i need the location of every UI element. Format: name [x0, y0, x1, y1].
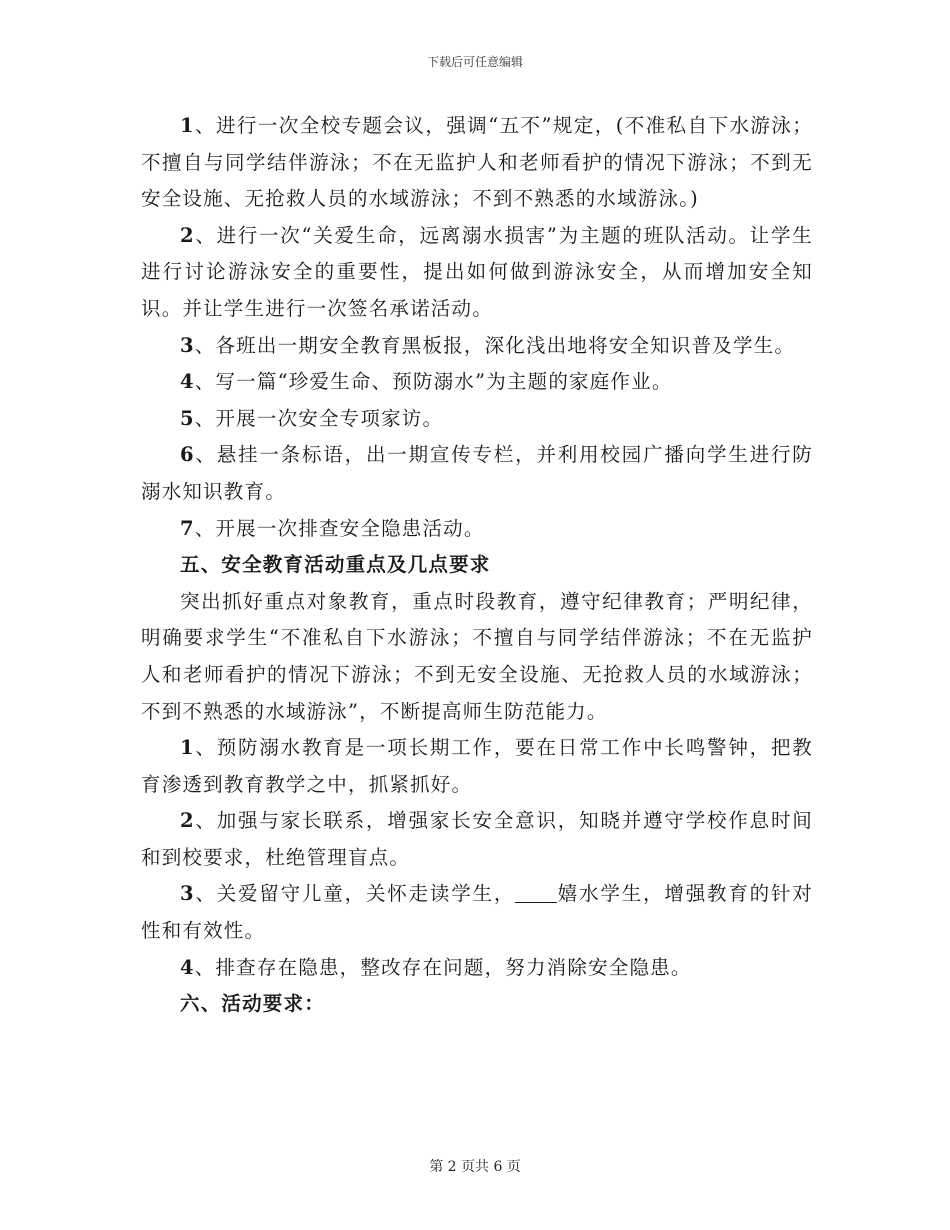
- requirement-item-2: [141, 803, 813, 876]
- paragraph-text: 、进行一次“关爱生命，远离溺水损害”为主题的班队活动。让学生进行讨论游泳安全的重要性，提出如何做到游泳安全，从而增加安全知识。并让学生进行一次签名承诺活动。: [141, 223, 813, 320]
- paragraph-item-6: [141, 437, 813, 510]
- paragraph-item-1: [141, 108, 813, 218]
- item-number: 3: [180, 333, 195, 357]
- paragraph-text: 、开展一次安全专项家访。: [194, 406, 444, 430]
- item-number: 5: [180, 406, 195, 430]
- item-number: 3: [180, 882, 195, 906]
- paragraph-text: 、各班出一期安全教育黑板报，深化浅出地将安全知识普及学生。: [194, 333, 796, 357]
- paragraph-text: 嬉水学生，增强教育的针对性和有效性。: [141, 882, 813, 943]
- item-number: 7: [180, 516, 195, 540]
- page-header: 下载后可任意编辑: [426, 55, 523, 69]
- paragraph-text: 、排查存在隐患，整改存在问题，努力消除安全隐患。: [194, 955, 692, 979]
- paragraph-text: 、写一篇“珍爱生命、预防溺水”为主题的家庭作业。: [194, 370, 673, 394]
- requirement-item-4: [141, 950, 813, 987]
- section-intro-paragraph: 突出抓好重点对象教育，重点时段教育，遵守纪律教育；严明纪律，明确要求学生“不准私自下水游泳；不擅自与同学结伴游泳；不在无监护人和老师看护的情况下游泳；不到无安全设施、无抢救人员的水域游泳；不到不熟悉的水域游泳”，不断提高师生防范能力。: [141, 589, 813, 723]
- document-body: [141, 108, 813, 1023]
- paragraph-text: 、预防溺水教育是一项长期工作，要在日常工作中长鸣警钟，把教育渗透到教育教学之中，抓紧抓好。: [141, 736, 813, 796]
- paragraph-item-5: [141, 401, 813, 438]
- section-heading-6: 六、活动要求：: [180, 992, 325, 1016]
- paragraph-item-2: [141, 218, 813, 328]
- item-number: 2: [180, 809, 195, 833]
- paragraph-text: 、加强与家长联系，增强家长安全意识，知晓并遵守学校作息时间和到校要求，杜绝管理盲点。: [141, 809, 813, 869]
- paragraph-text: 、关爱留守儿童，关怀走读学生，: [194, 882, 516, 906]
- paragraph-text: 、进行一次全校专题会议，强调“五不”规定，(不准私自下水游泳；不擅自与同学结伴游泳；不在无监护人和老师看护的情况下游泳；不到无安全设施、无抢救人员的水域游泳；不到不熟悉的水域游泳。): [141, 114, 813, 211]
- paragraph-text: 、悬挂一条标语，出一期宣传专栏，并利用校园广播向学生进行防溺水知识教育。: [141, 443, 813, 503]
- item-number: 2: [180, 223, 195, 247]
- paragraph-text: 、开展一次排查安全隐患活动。: [194, 516, 485, 540]
- item-number: 1: [180, 114, 195, 137]
- item-number: 1: [180, 736, 195, 760]
- paragraph-item-7: [141, 511, 813, 548]
- section-heading-5: 五、安全教育活动重点及几点要求: [180, 553, 491, 577]
- fill-in-blank: [515, 883, 557, 904]
- paragraph-item-4: [141, 364, 813, 401]
- item-number: 4: [180, 955, 195, 979]
- paragraph-item-3: [141, 328, 813, 365]
- item-number: 6: [180, 443, 195, 467]
- item-number: 4: [180, 370, 195, 394]
- requirement-item-3: [141, 876, 813, 949]
- requirement-item-1: [141, 730, 813, 803]
- page-footer: 第 2 页共 6 页: [429, 1159, 521, 1175]
